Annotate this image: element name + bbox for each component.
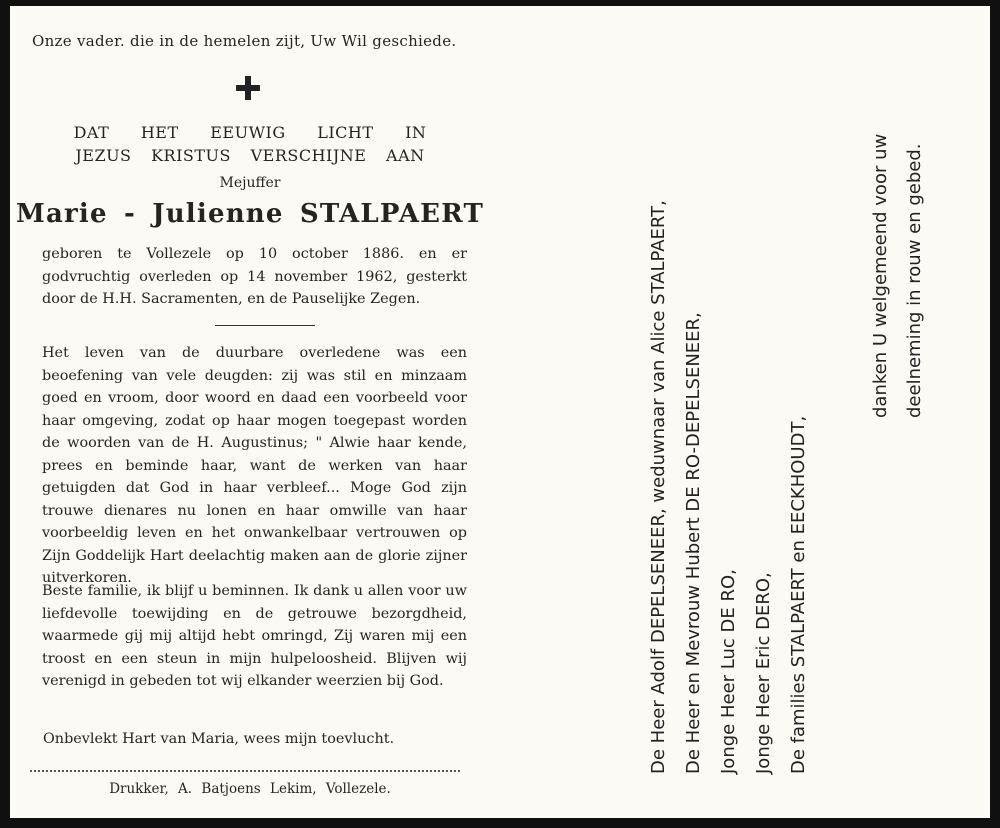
heading-line-1: DAT HET EEUWIG LICHT IN <box>73 123 427 142</box>
farewell-paragraph: Beste familie, ik blijf u beminnen. Ik dank u allen voor uw liefdevolle toewijding en de getrouwe bezorgdheid, waarmede gij mij altijd hebt omringd, Zij waren mij een troost en een steun in mijn hulpeloosheid. Blijven wij verenigd in gebeden tot wij elkander weerzien bij God. <box>42 583 467 689</box>
right-page <box>490 6 990 818</box>
printer-credit: Drukker, A. Batjoens Lekim, Vollezele. <box>109 781 391 797</box>
family-line-3: Jonge Heer Luc DE RO, <box>718 569 739 774</box>
family-line-2: De Heer en Mevrouw Hubert DE RO-DEPELSENEER, <box>683 312 704 774</box>
dotted-divider <box>30 770 460 772</box>
left-page <box>10 6 490 818</box>
opening-prayer: Onze vader. die in de hemelen zijt, Uw Wil geschiede. <box>32 32 457 50</box>
family-line-4: Jonge Heer Eric DERO, <box>753 572 774 774</box>
birth-death-paragraph: geboren te Vollezele op 10 october 1886. en er godvruchtig overleden op 14 november 1962, gesterkt door de H.H. Sacramenten, en de Pauselijke Zegen. <box>42 246 467 307</box>
section-divider <box>215 325 315 326</box>
closing-prayer: Onbevlekt Hart van Maria, wees mijn toevlucht. <box>43 731 395 747</box>
family-line-1: De Heer Adolf DEPELSENEER, weduwnaar van Alice STALPAERT, <box>648 200 669 774</box>
family-line-5: De families STALPAERT en EECKHOUDT, <box>788 415 809 774</box>
title-prefix: Mejuffer <box>219 175 281 191</box>
heading-line-2: JEZUS KRISTUS VERSCHIJNE AAN <box>75 146 425 165</box>
thanks-line-1: danken U welgemeend voor uw <box>870 133 891 418</box>
memorial-card <box>10 6 990 818</box>
virtues-paragraph: Het leven van de duurbare overledene was een beoefening van vele deugden: zij was stil en minzaam goed en vroom, door woord en daad een voorbeeld voor haar omgeving, zodat op haar mogen toegepast worden de woorden van de H. Augustinus; " Alwie haar kende, prees en beminde haar, want de werken van haar getuigden dat God in haar verbleef... Moge God zijn trouwe dienares nu lonen en haar omwille van haar voorbeeldig leven en het onwankelbaar vertrouwen op Zijn Goddelijk Hart deelachtig maken aan de glorie zijner uitverkoren. <box>42 345 467 586</box>
cross-icon <box>236 76 260 100</box>
thanks-line-2: deelneming in rouw en gebed. <box>904 143 925 418</box>
deceased-name: Marie - Julienne STALPAERT <box>15 199 485 229</box>
